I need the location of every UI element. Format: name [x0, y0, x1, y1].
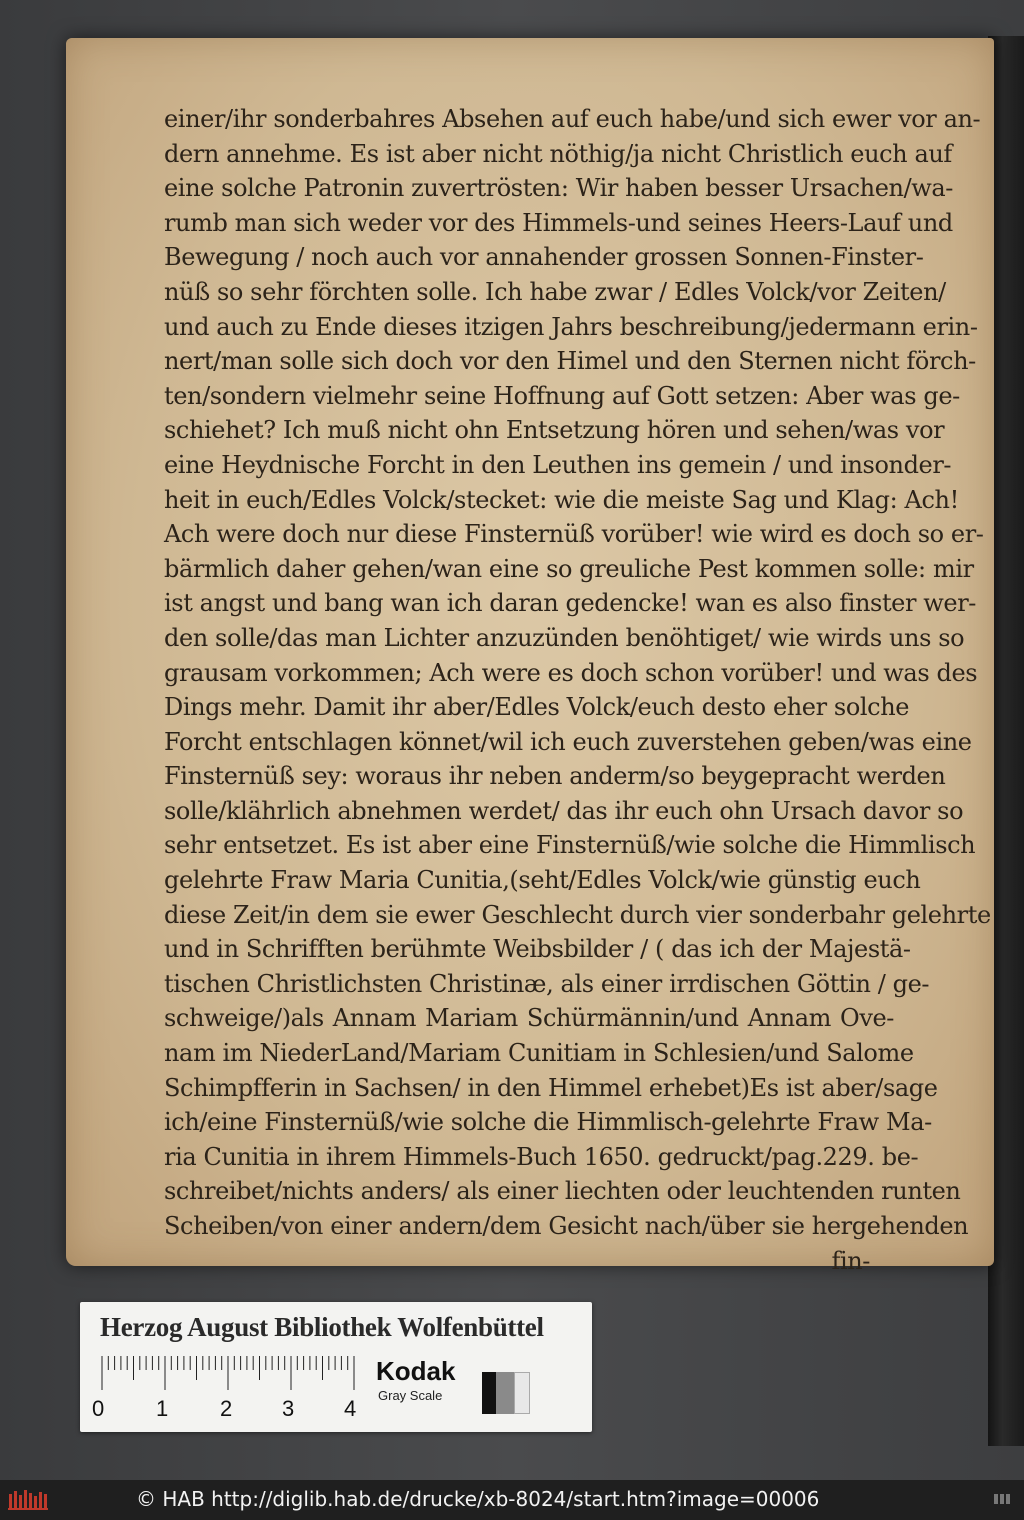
color-target-card	[80, 1302, 592, 1432]
hab-logo-icon	[8, 1488, 50, 1512]
text-line: grausam vorkommen; Ach were es doch schon vorüber! und was des	[164, 658, 978, 687]
text-line: Scheiben/von einer andern/dem Gesicht nach/über sie hergehenden	[164, 1212, 969, 1240]
text-line: diese Zeit/in dem sie ewer Geschlecht durch vier sonderbahr gelehrte	[164, 900, 991, 929]
text-line: eine solche Patronin zuvertrösten: Wir haben besser Ursachen/wa-	[164, 174, 954, 203]
text-line: Dings mehr. Damit ihr aber/Edles Volck/euch desto eher solche	[164, 693, 910, 722]
gray-scale-patches	[482, 1372, 530, 1414]
document-page	[66, 38, 994, 1275]
text-line: tischen Christlichsten Christinæ, als einer irrdischen Göttin / ge-	[164, 969, 930, 998]
ruler-numbers	[92, 1396, 382, 1424]
gray-scale-label: Gray Scale	[378, 1388, 443, 1403]
text-line: schreibet/nichts anders/ als einer liechten oder leuchtenden runten	[164, 1177, 961, 1206]
gray-patch-black	[482, 1372, 496, 1414]
text-line: ich/eine Finsternüß/wie solche die Himmlisch-gelehrte Fraw Ma-	[164, 1108, 932, 1137]
measurement-ruler	[98, 1354, 368, 1394]
ruler-number: 2	[220, 1396, 233, 1421]
text-line: einer/ihr sonderbahres Absehen auf euch habe/und sich ewer vor an-	[164, 105, 981, 133]
text-line: schiehet? Ich muß nicht ohn Entsetzung hören und sehen/was vor	[164, 416, 945, 445]
text-line: gelehrte Fraw Maria Cunitia,(seht/Edles Volck/wie günstig euch	[164, 866, 921, 895]
text-line: sehr entsetzet. Es ist aber eine Finsternüß/wie solche die Himmlisch	[164, 831, 976, 860]
page-text-block	[164, 102, 991, 1278]
text-line: dern annehme. Es ist aber nicht nöthig/ja nicht Christlich euch auf	[164, 139, 952, 168]
text-line: solle/klährlich abnehmen werdet/ das ihr euch ohn Ursach davor so	[164, 796, 964, 825]
gray-patch-white	[514, 1372, 530, 1414]
text-line: ten/sondern vielmehr seine Hoffnung auf Gott setzen: Aber was ge-	[164, 381, 960, 410]
ruler-number: 3	[282, 1396, 295, 1421]
text-line: und auch zu Ende dieses itzigen Jahrs beschreibung/jedermann erin-	[164, 312, 978, 341]
gray-patch-mid	[496, 1372, 514, 1414]
text-line: ist angst und bang wan ich daran gedencke! wan es also finster wer-	[164, 589, 977, 618]
ruler-number: 1	[156, 1396, 169, 1421]
text-line: schweige/)als Annam Mariam Schürmännin/und Annam Ove-	[164, 1004, 894, 1033]
text-line: und in Schrifften berühmte Weibsbilder / ( das ich der Majestä-	[164, 935, 911, 964]
text-line: Bewegung / noch auch vor annahender grossen Sonnen-Finster-	[164, 243, 924, 272]
text-line: nam im NiederLand/Mariam Cunitiam in Schlesien/und Salome	[164, 1039, 914, 1068]
text-line: Finsternüß sey: woraus ihr neben anderm/so beygepracht werden	[164, 762, 946, 791]
text-line: ria Cunitia in ihrem Himmels-Buch 1650. gedruckt/pag.229. be-	[164, 1142, 919, 1171]
library-name: Herzog August Bibliothek Wolfenbüttel	[100, 1312, 544, 1342]
text-line: nert/man solle sich doch vor den Himel und den Sternen nicht förch-	[164, 347, 976, 376]
text-line: Schimpfferin in Sachsen/ in den Himmel erhebet)Es ist aber/sage	[164, 1073, 938, 1102]
footer-copyright-link[interactable]: © HAB http://diglib.hab.de/drucke/xb-8024/start.htm?image=00006	[136, 1487, 820, 1511]
text-line: rumb man sich weder vor des Himmels-und seines Heers-Lauf und	[164, 208, 953, 237]
catchword: fin-	[831, 1246, 870, 1275]
text-line: Forcht entschlagen könnet/wil ich euch zuverstehen geben/was eine	[164, 727, 972, 756]
corner-mark	[994, 1494, 1014, 1504]
text-line: Ach were doch nur diese Finsternüß vorüber! wie wird es doch so er-	[164, 520, 984, 549]
ruler-number: 4	[344, 1396, 357, 1421]
ruler-number: 0	[92, 1396, 105, 1421]
text-line: heit in euch/Edles Volck/stecket: wie die meiste Sag und Klag: Ach!	[164, 485, 959, 514]
text-line: eine Heydnische Forcht in den Leuthen ins gemein / und insonder-	[164, 450, 952, 479]
text-line: nüß so sehr förchten solle. Ich habe zwar / Edles Volck/vor Zeiten/	[164, 277, 946, 306]
text-line: den solle/das man Lichter anzuzünden benöhtiget/ wie wirds uns so	[164, 623, 965, 652]
footer-bar	[0, 1480, 1024, 1520]
kodak-brand: Kodak	[376, 1356, 456, 1386]
text-line: bärmlich daher gehen/wan eine so greuliche Pest kommen solle: mir	[164, 554, 974, 583]
